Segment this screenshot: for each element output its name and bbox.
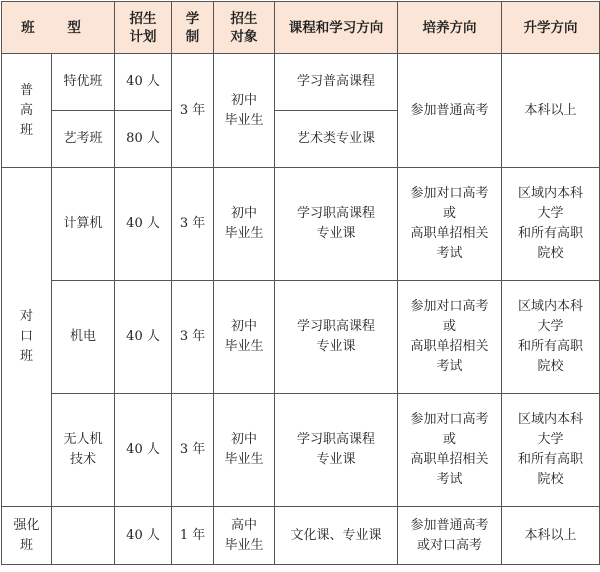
further: 本科以上: [502, 54, 600, 168]
header-row: [2, 2, 600, 54]
plan-count: 40 人: [115, 168, 172, 281]
course: 学习普高课程: [275, 54, 398, 111]
plan-count: 40 人: [115, 54, 172, 111]
course: 艺术类专业课: [275, 111, 398, 168]
course: 学习职高课程 专业课: [275, 168, 398, 281]
training: 参加对口高考 或 高职单招相关 考试: [398, 394, 502, 507]
class-name: 特优班: [52, 54, 115, 111]
duration: 3 年: [172, 394, 214, 507]
header-further: 升学方向: [502, 2, 600, 54]
header-plan: 招生 计划: [115, 2, 172, 54]
table-row: [2, 168, 600, 281]
class-name-empty: [52, 507, 115, 565]
group-qianghua: 强化 班: [2, 507, 52, 565]
further: 区域内本科 大学 和所有高职 院校: [502, 168, 600, 281]
table-row: [2, 54, 600, 111]
header-duration: 学 制: [172, 2, 214, 54]
further: 区域内本科 大学 和所有高职 院校: [502, 281, 600, 394]
course: 学习职高课程 专业课: [275, 281, 398, 394]
target: 初中 毕业生: [214, 394, 275, 507]
course: 学习职高课程 专业课: [275, 394, 398, 507]
training: 参加对口高考 或 高职单招相关 考试: [398, 168, 502, 281]
training: 参加对口高考 或 高职单招相关 考试: [398, 281, 502, 394]
plan-count: 40 人: [115, 394, 172, 507]
class-name: 艺考班: [52, 111, 115, 168]
class-name: 机电: [52, 281, 115, 394]
header-course: 课程和学习方向: [275, 2, 398, 54]
plan-count: 80 人: [115, 111, 172, 168]
training: 参加普通高考: [398, 54, 502, 168]
class-name: 计算机: [52, 168, 115, 281]
group-duikou: 对 口 班: [2, 168, 52, 507]
further: 区域内本科 大学 和所有高职 院校: [502, 394, 600, 507]
duration: 3 年: [172, 168, 214, 281]
duration: 3 年: [172, 54, 214, 168]
header-training: 培养方向: [398, 2, 502, 54]
duration: 1 年: [172, 507, 214, 565]
plan-count: 40 人: [115, 507, 172, 565]
course: 文化课、专业课: [275, 507, 398, 565]
header-class-type: 班 型: [2, 2, 115, 54]
duration: 3 年: [172, 281, 214, 394]
enrollment-table: [1, 1, 600, 565]
plan-count: 40 人: [115, 281, 172, 394]
target: 初中 毕业生: [214, 168, 275, 281]
class-name: 无人机 技术: [52, 394, 115, 507]
target: 初中 毕业生: [214, 281, 275, 394]
header-target: 招生 对象: [214, 2, 275, 54]
table-row: [2, 507, 600, 565]
further: 本科以上: [502, 507, 600, 565]
table-row: [2, 394, 600, 507]
table-row: [2, 281, 600, 394]
target: 高中 毕业生: [214, 507, 275, 565]
target: 初中 毕业生: [214, 54, 275, 168]
group-puguo: 普 高 班: [2, 54, 52, 168]
training: 参加普通高考 或对口高考: [398, 507, 502, 565]
